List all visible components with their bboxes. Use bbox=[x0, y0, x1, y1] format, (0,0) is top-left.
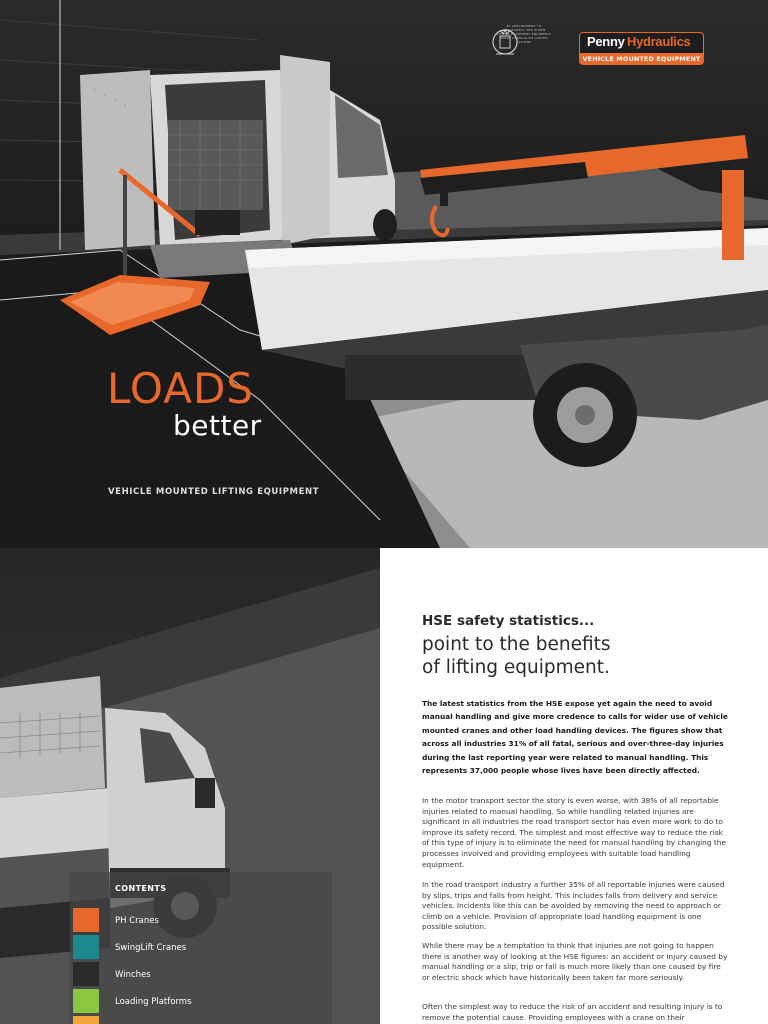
contents-swatch-ph-cranes bbox=[73, 908, 99, 932]
article-paragraph: In the road transport industry a further 35% of all reportable injuries were caused by slips, trips and falls from height. This includes falls from delivery and service vehicles. Incidents like this can be avoided by removing the need to approach or climb on a vehicle. Provision of appropriate load handling equipment is one possible solution. bbox=[422, 880, 725, 932]
cover-subtitle: VEHICLE MOUNTED LIFTING EQUIPMENT bbox=[108, 487, 320, 497]
royal-line: BY APPOINTMENT TO bbox=[506, 24, 542, 28]
article-subtitle bbox=[422, 633, 762, 679]
article-intro: The latest statistics from the HSE expose yet again the need to avoid manual handling and give more credence to calls for wider use of vehicle mounted cranes and other load handling devices. The figures show that across all industries 31% of all fatal, serious and over-three-day injuries during the last reporting year were related to manual handling. This represents 37,000 people whose lives have been directly affected. bbox=[422, 699, 728, 776]
royal-warrant bbox=[488, 24, 560, 44]
cover-headline: LOADS bbox=[107, 364, 254, 413]
royal-crest-icon bbox=[488, 24, 522, 58]
contents-swatch-swinglift-cranes bbox=[73, 935, 99, 959]
contents-panel bbox=[70, 872, 332, 1024]
contents-item-swinglift-cranes[interactable]: SwingLift Cranes bbox=[115, 943, 187, 953]
brand-name-hydraulics: Hydraulics bbox=[627, 34, 691, 49]
royal-line: HER MAJESTY THE QUEEN bbox=[502, 28, 546, 32]
royal-line: PENNY HYDRAULICS LIMITED bbox=[500, 36, 548, 40]
contents-item-loading-platforms[interactable]: Loading Platforms bbox=[115, 997, 192, 1007]
article-title: HSE safety statistics... bbox=[422, 613, 595, 629]
article-paragraph: In the motor transport sector the story is even worse, with 38% of all reportable injuries related to manual handling. So while handling related injuries are significant in all industries the road transport sector has even more work to do to improve its safety record. The simplest and most effective way to reduce the risk of this type of injury is to eliminate the need for manual handling by changing the processes involved and providing employees with suitable load handling equipment. bbox=[422, 796, 727, 869]
contents-swatch-extra bbox=[73, 1016, 99, 1024]
article-paragraph: While there may be a temptation to think that injuries are not going to happen there is another way of looking at the HSE figures: an accident or injury caused by manual handling or a slip, trip or fall is much more likely than one caused by fire or electric shock which have historically been taken far more seriously. bbox=[422, 941, 728, 982]
royal-line: LIFTING EQUIPMENT ENGINEERS bbox=[497, 32, 551, 36]
royal-line: CLOWNE bbox=[516, 40, 532, 44]
article-subtitle-line2: of lifting equipment. bbox=[422, 657, 610, 678]
contents-item-ph-cranes[interactable]: PH Cranes bbox=[115, 916, 159, 926]
brand-tagline: VEHICLE MOUNTED EQUIPMENT bbox=[579, 53, 704, 65]
brand-name-penny: Penny bbox=[587, 34, 625, 49]
article-paragraph: Often the simplest way to reduce the risk of an accident and resulting injury is to remove the potential cause. Providing employees with a crane on their bbox=[422, 1002, 723, 1022]
article-subtitle-line1: point to the benefits bbox=[422, 634, 611, 655]
contents-title: CONTENTS bbox=[115, 884, 167, 893]
contents-swatch-loading-platforms bbox=[73, 989, 99, 1013]
article-page bbox=[380, 548, 768, 1024]
brand-logo bbox=[579, 32, 704, 66]
cover-headline-secondary: better bbox=[173, 409, 262, 442]
contents-item-winches[interactable]: Winches bbox=[115, 970, 151, 980]
contents-swatch-winches bbox=[73, 962, 99, 986]
